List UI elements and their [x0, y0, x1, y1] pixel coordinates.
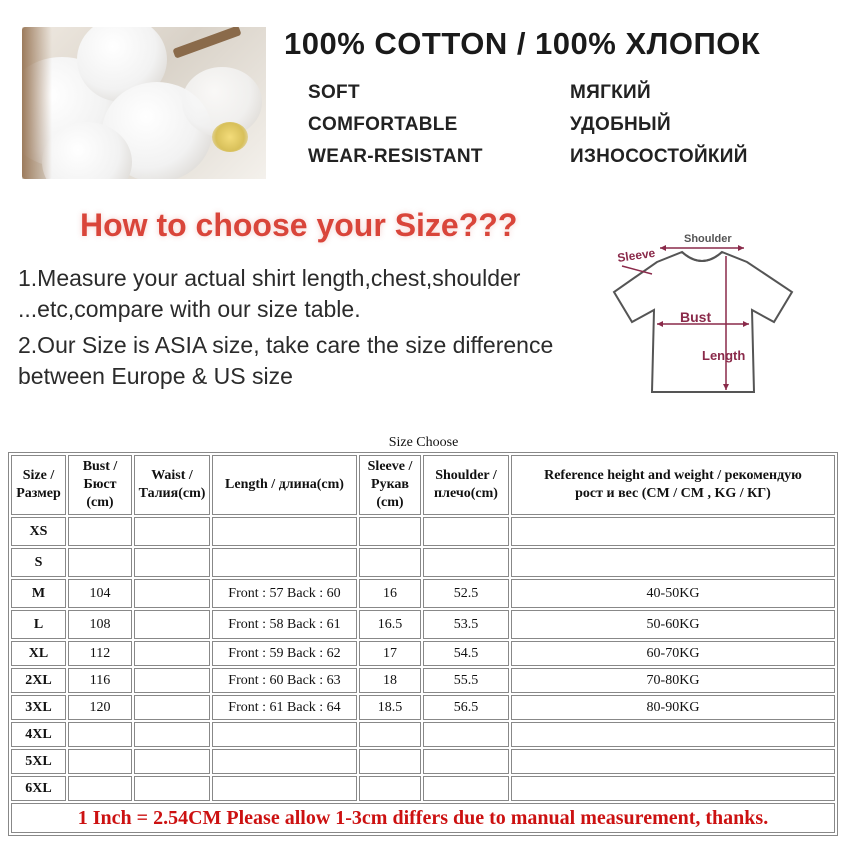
bust-cell: 108: [68, 610, 132, 639]
size-cell: 6XL: [11, 776, 66, 801]
waist-cell: [134, 610, 210, 639]
header-reference: Reference height and weight / рекомендую рост и вес (CM / CM , KG / КГ): [511, 455, 835, 515]
size-guide-title: How to choose your Size???: [80, 207, 518, 243]
reference-cell: [511, 517, 835, 546]
feature-soft: SOFT: [308, 82, 360, 103]
length-cell: Front : 61 Back : 64: [212, 695, 357, 720]
size-cell: XL: [11, 641, 66, 666]
shoulder-cell: 52.5: [423, 579, 509, 608]
footnote-row: [11, 803, 835, 833]
length-cell: [212, 722, 357, 747]
reference-cell: 80-90KG: [511, 695, 835, 720]
waist-cell: [134, 695, 210, 720]
size-cell: XS: [11, 517, 66, 546]
sleeve-cell: [359, 749, 421, 774]
cotton-title: 100% COTTON / 100% ХЛОПОК: [284, 26, 761, 61]
shoulder-cell: [423, 776, 509, 801]
table-caption: Size Choose: [388, 435, 459, 450]
reference-cell: 70-80KG: [511, 668, 835, 693]
reference-cell: [511, 722, 835, 747]
waist-cell: [134, 668, 210, 693]
diagram-label-sleeve: Sleeve: [616, 245, 657, 265]
bust-cell: [68, 548, 132, 577]
bust-cell: [68, 749, 132, 774]
bust-cell: [68, 776, 132, 801]
feature-soft-ru: МЯГКИЙ: [570, 82, 651, 103]
cotton-photo: [22, 27, 266, 179]
table-row: [11, 517, 835, 546]
feature-comfortable: COMFORTABLE: [308, 114, 458, 135]
sleeve-cell: [359, 722, 421, 747]
waist-cell: [134, 749, 210, 774]
sleeve-cell: 18: [359, 668, 421, 693]
reference-cell: 50-60KG: [511, 610, 835, 639]
shoulder-cell: 55.5: [423, 668, 509, 693]
feature-wear-resistant-ru: ИЗНОСОСТОЙКИЙ: [570, 146, 748, 167]
size-cell: 3XL: [11, 695, 66, 720]
header-size: Size / Размер: [11, 455, 66, 515]
sleeve-cell: 16.5: [359, 610, 421, 639]
waist-cell: [134, 722, 210, 747]
reference-cell: 40-50KG: [511, 579, 835, 608]
sleeve-cell: [359, 548, 421, 577]
shoulder-cell: 54.5: [423, 641, 509, 666]
tshirt-measurement-diagram: [602, 222, 802, 397]
diagram-label-bust: Bust: [680, 309, 712, 325]
sleeve-cell: [359, 517, 421, 546]
table-row: [11, 776, 835, 801]
sleeve-cell: 17: [359, 641, 421, 666]
length-cell: [212, 548, 357, 577]
shoulder-cell: [423, 722, 509, 747]
size-cell: 5XL: [11, 749, 66, 774]
table-row: [11, 695, 835, 720]
shoulder-cell: 56.5: [423, 695, 509, 720]
length-cell: [212, 776, 357, 801]
header-sleeve: Sleeve / Рукав (cm): [359, 455, 421, 515]
bust-cell: 104: [68, 579, 132, 608]
waist-cell: [134, 776, 210, 801]
waist-cell: [134, 517, 210, 546]
waist-cell: [134, 548, 210, 577]
table-row: [11, 722, 835, 747]
reference-cell: 60-70KG: [511, 641, 835, 666]
shoulder-cell: 53.5: [423, 610, 509, 639]
size-cell: L: [11, 610, 66, 639]
shoulder-cell: [423, 548, 509, 577]
table-row: [11, 749, 835, 774]
bust-cell: [68, 722, 132, 747]
diagram-label-shoulder: Shoulder: [684, 233, 732, 245]
length-cell: Front : 58 Back : 61: [212, 610, 357, 639]
table-row: [11, 668, 835, 693]
reference-cell: [511, 548, 835, 577]
length-cell: [212, 517, 357, 546]
shoulder-cell: [423, 749, 509, 774]
bust-cell: [68, 517, 132, 546]
header-length: Length / длина(cm): [212, 455, 357, 515]
instruction-line-4: between Europe & US size: [18, 363, 293, 389]
header-waist: Waist / Талия(cm): [134, 455, 210, 515]
size-table: [8, 452, 838, 836]
sleeve-cell: 18.5: [359, 695, 421, 720]
table-header-row: [11, 455, 835, 515]
length-cell: Front : 59 Back : 62: [212, 641, 357, 666]
table-row: [11, 579, 835, 608]
size-cell: 2XL: [11, 668, 66, 693]
waist-cell: [134, 641, 210, 666]
bust-cell: 120: [68, 695, 132, 720]
reference-cell: [511, 749, 835, 774]
table-row: [11, 610, 835, 639]
feature-wear-resistant: WEAR-RESISTANT: [308, 146, 483, 167]
diagram-label-length: Length: [702, 348, 746, 363]
feature-comfortable-ru: УДОБНЫЙ: [570, 114, 671, 135]
size-cell: 4XL: [11, 722, 66, 747]
bust-cell: 116: [68, 668, 132, 693]
bust-cell: 112: [68, 641, 132, 666]
header-shoulder: Shoulder / плечо(cm): [423, 455, 509, 515]
instruction-line-2: ...etc,compare with our size table.: [18, 296, 361, 322]
instruction-line-1: 1.Measure your actual shirt length,chest,shoulder: [18, 265, 521, 291]
header-bust: Bust / Бюст (cm): [68, 455, 132, 515]
sleeve-cell: 16: [359, 579, 421, 608]
measurement-footnote: 1 Inch = 2.54CM Please allow 1-3cm differs due to manual measurement, thanks.: [11, 803, 835, 833]
shoulder-cell: [423, 517, 509, 546]
length-cell: [212, 749, 357, 774]
size-cell: S: [11, 548, 66, 577]
reference-cell: [511, 776, 835, 801]
length-cell: Front : 57 Back : 60: [212, 579, 357, 608]
size-cell: M: [11, 579, 66, 608]
waist-cell: [134, 579, 210, 608]
table-row: [11, 548, 835, 577]
length-cell: Front : 60 Back : 63: [212, 668, 357, 693]
table-row: [11, 641, 835, 666]
instruction-line-3: 2.Our Size is ASIA size, take care the size difference: [18, 332, 554, 358]
sleeve-cell: [359, 776, 421, 801]
